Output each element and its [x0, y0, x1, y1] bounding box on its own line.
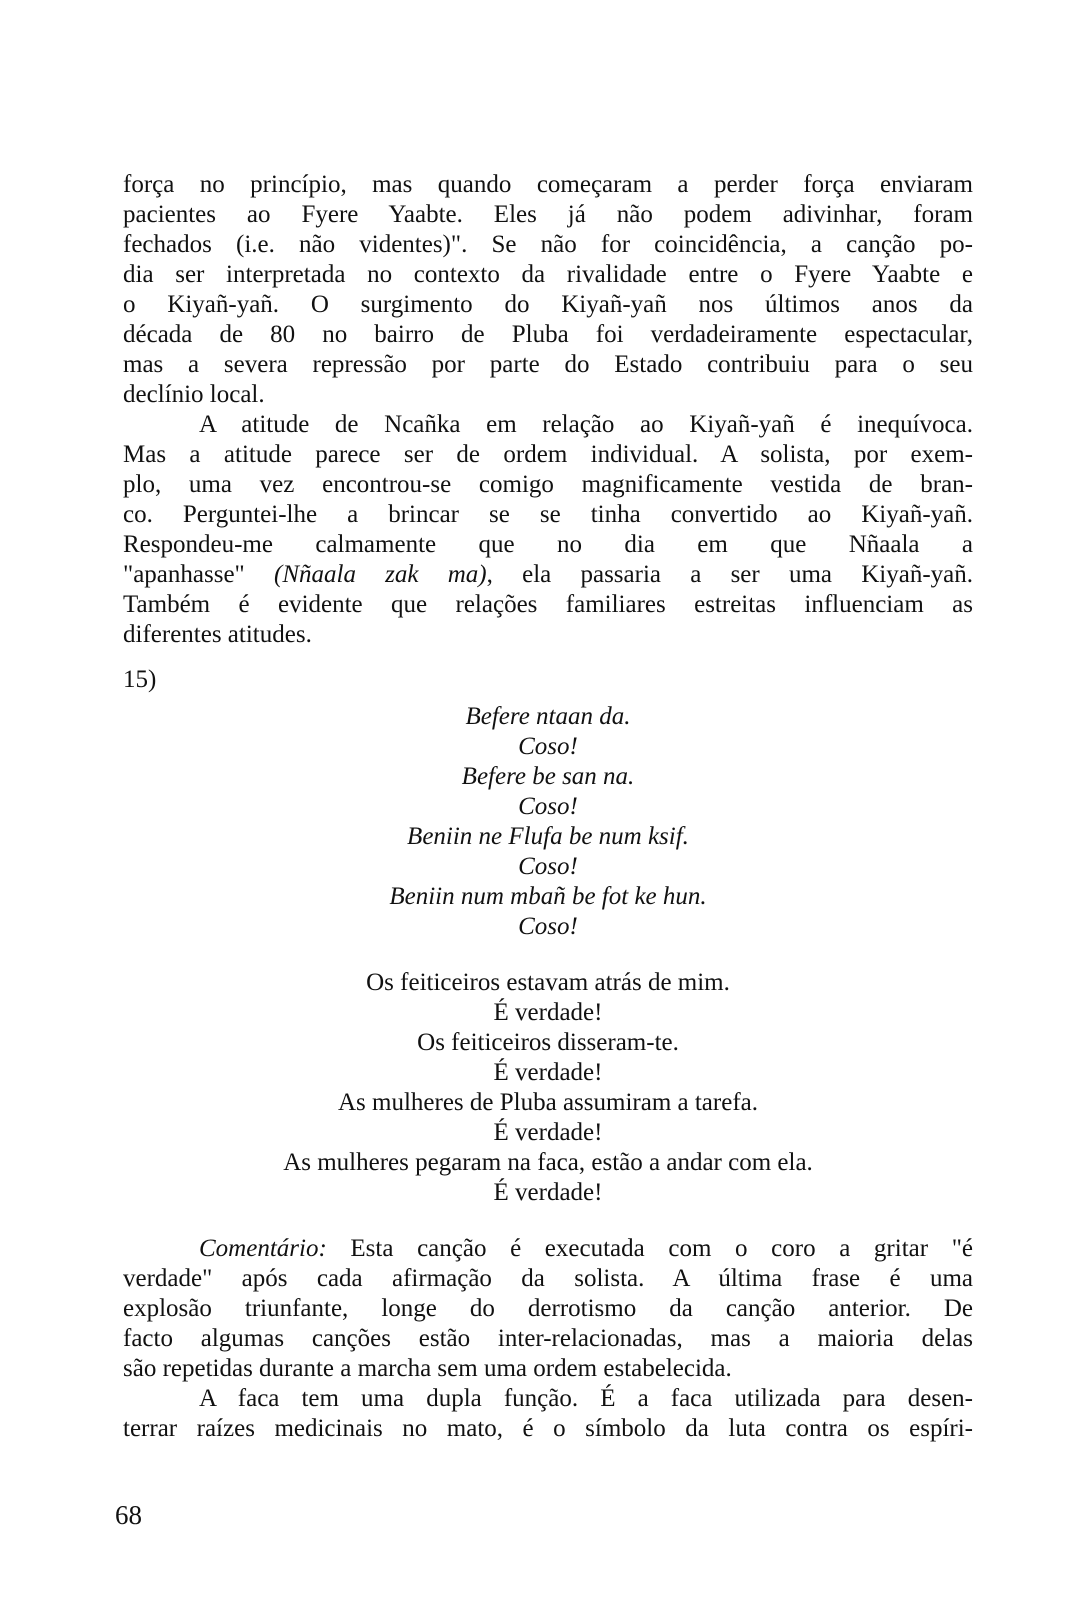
text-line: A atitude de Ncañka em relação ao Kiyañ-yañ é inequívoca. — [199, 411, 973, 438]
text-line: força no princípio, mas quando começaram a perder força enviaram — [123, 171, 973, 198]
verse-line: Coso! — [518, 793, 578, 820]
text-fragment: , ela passaria a ser uma Kiyañ-yañ. — [486, 561, 973, 588]
verse-line: Beniin ne Flufa be num ksif. — [407, 823, 689, 850]
text-line: A faca tem uma dupla função. É a faca utilizada para desen- — [199, 1385, 973, 1412]
text-line: pacientes ao Fyere Yaabte. Eles já não podem adivinhar, foram — [123, 201, 973, 228]
verse-line: As mulheres de Pluba assumiram a tarefa. — [337, 1089, 758, 1116]
text-line: declínio local. — [123, 381, 265, 408]
text-line: facto algumas canções estão inter-relacionadas, mas a maioria delas — [123, 1325, 973, 1352]
verse-line: Beniin num mbañ be fot ke hun. — [389, 883, 707, 910]
song-translation-verse — [123, 968, 973, 1208]
verse-line: Os feiticeiros estavam atrás de mim. — [366, 969, 730, 996]
verse-line: É verdade! — [493, 1059, 603, 1086]
verse-line: As mulheres pegaram na faca, estão a andar com ela. — [283, 1149, 813, 1176]
commentary-label: Comentário: — [199, 1235, 327, 1262]
text-line: fechados (i.e. não videntes)". Se não for coincidência, a canção po- — [123, 231, 973, 258]
text-line: co. Perguntei-lhe a brincar se se tinha convertido ao Kiyañ-yañ. — [123, 501, 973, 528]
paragraph-continuation — [123, 170, 973, 410]
text-line: Respondeu-me calmamente que no dia em que Nñaala a — [123, 531, 973, 558]
text-line: década de 80 no bairro de Pluba foi verdadeiramente espectacular, — [123, 321, 973, 348]
page-number: 68 — [115, 1500, 142, 1530]
text-line: explosão triunfante, longe do derrotismo da canção anterior. De — [123, 1295, 973, 1322]
text-line: verdade" após cada afirmação da solista. A última frase é uma — [123, 1265, 973, 1292]
verse-line: Coso! — [518, 853, 578, 880]
song-number: 15) — [123, 666, 157, 693]
paragraph-knife — [123, 1384, 973, 1444]
text-line: Também é evidente que relações familiares estreitas influenciam as — [123, 591, 973, 618]
text-fragment: "apanhasse" — [123, 561, 274, 588]
text-line-mixed — [123, 1234, 973, 1264]
text-line: plo, uma vez encontrou-se comigo magnificamente vestida de bran- — [123, 471, 973, 498]
text-line: dia ser interpretada no contexto da rivalidade entre o Fyere Yaabte e — [123, 261, 973, 288]
text-line-mixed — [123, 560, 973, 590]
text-line: o Kiyañ-yañ. O surgimento do Kiyañ-yañ nos últimos anos da — [123, 291, 973, 318]
verse-line: Os feiticeiros disseram-te. — [417, 1029, 679, 1056]
text-line: mas a severa repressão por parte do Estado contribuiu para o seu — [123, 351, 973, 378]
paragraph-attitude — [123, 410, 973, 650]
text-line: terrar raízes medicinais no mato, é o símbolo da luta contra os espíri- — [123, 1415, 973, 1442]
text-fragment: Esta canção é executada com o coro a gritar "é — [326, 1235, 973, 1262]
verse-line: É verdade! — [493, 1119, 603, 1146]
text-line: Mas a atitude parece ser de ordem individual. A solista, por exem- — [123, 441, 973, 468]
verse-line: Coso! — [518, 913, 578, 940]
verse-line: É verdade! — [493, 1179, 603, 1206]
verse-line: Befere ntaan da. — [465, 703, 631, 730]
verse-line: Coso! — [518, 733, 578, 760]
song-original-verse — [123, 702, 973, 942]
verse-line: É verdade! — [493, 999, 603, 1026]
italic-fragment: (Nñaala zak ma) — [274, 561, 487, 588]
text-line: são repetidas durante a marcha sem uma ordem estabelecida. — [123, 1355, 732, 1382]
text-line: diferentes atitudes. — [123, 621, 312, 648]
paragraph-commentary — [123, 1234, 973, 1384]
verse-line: Befere be san na. — [461, 763, 635, 790]
